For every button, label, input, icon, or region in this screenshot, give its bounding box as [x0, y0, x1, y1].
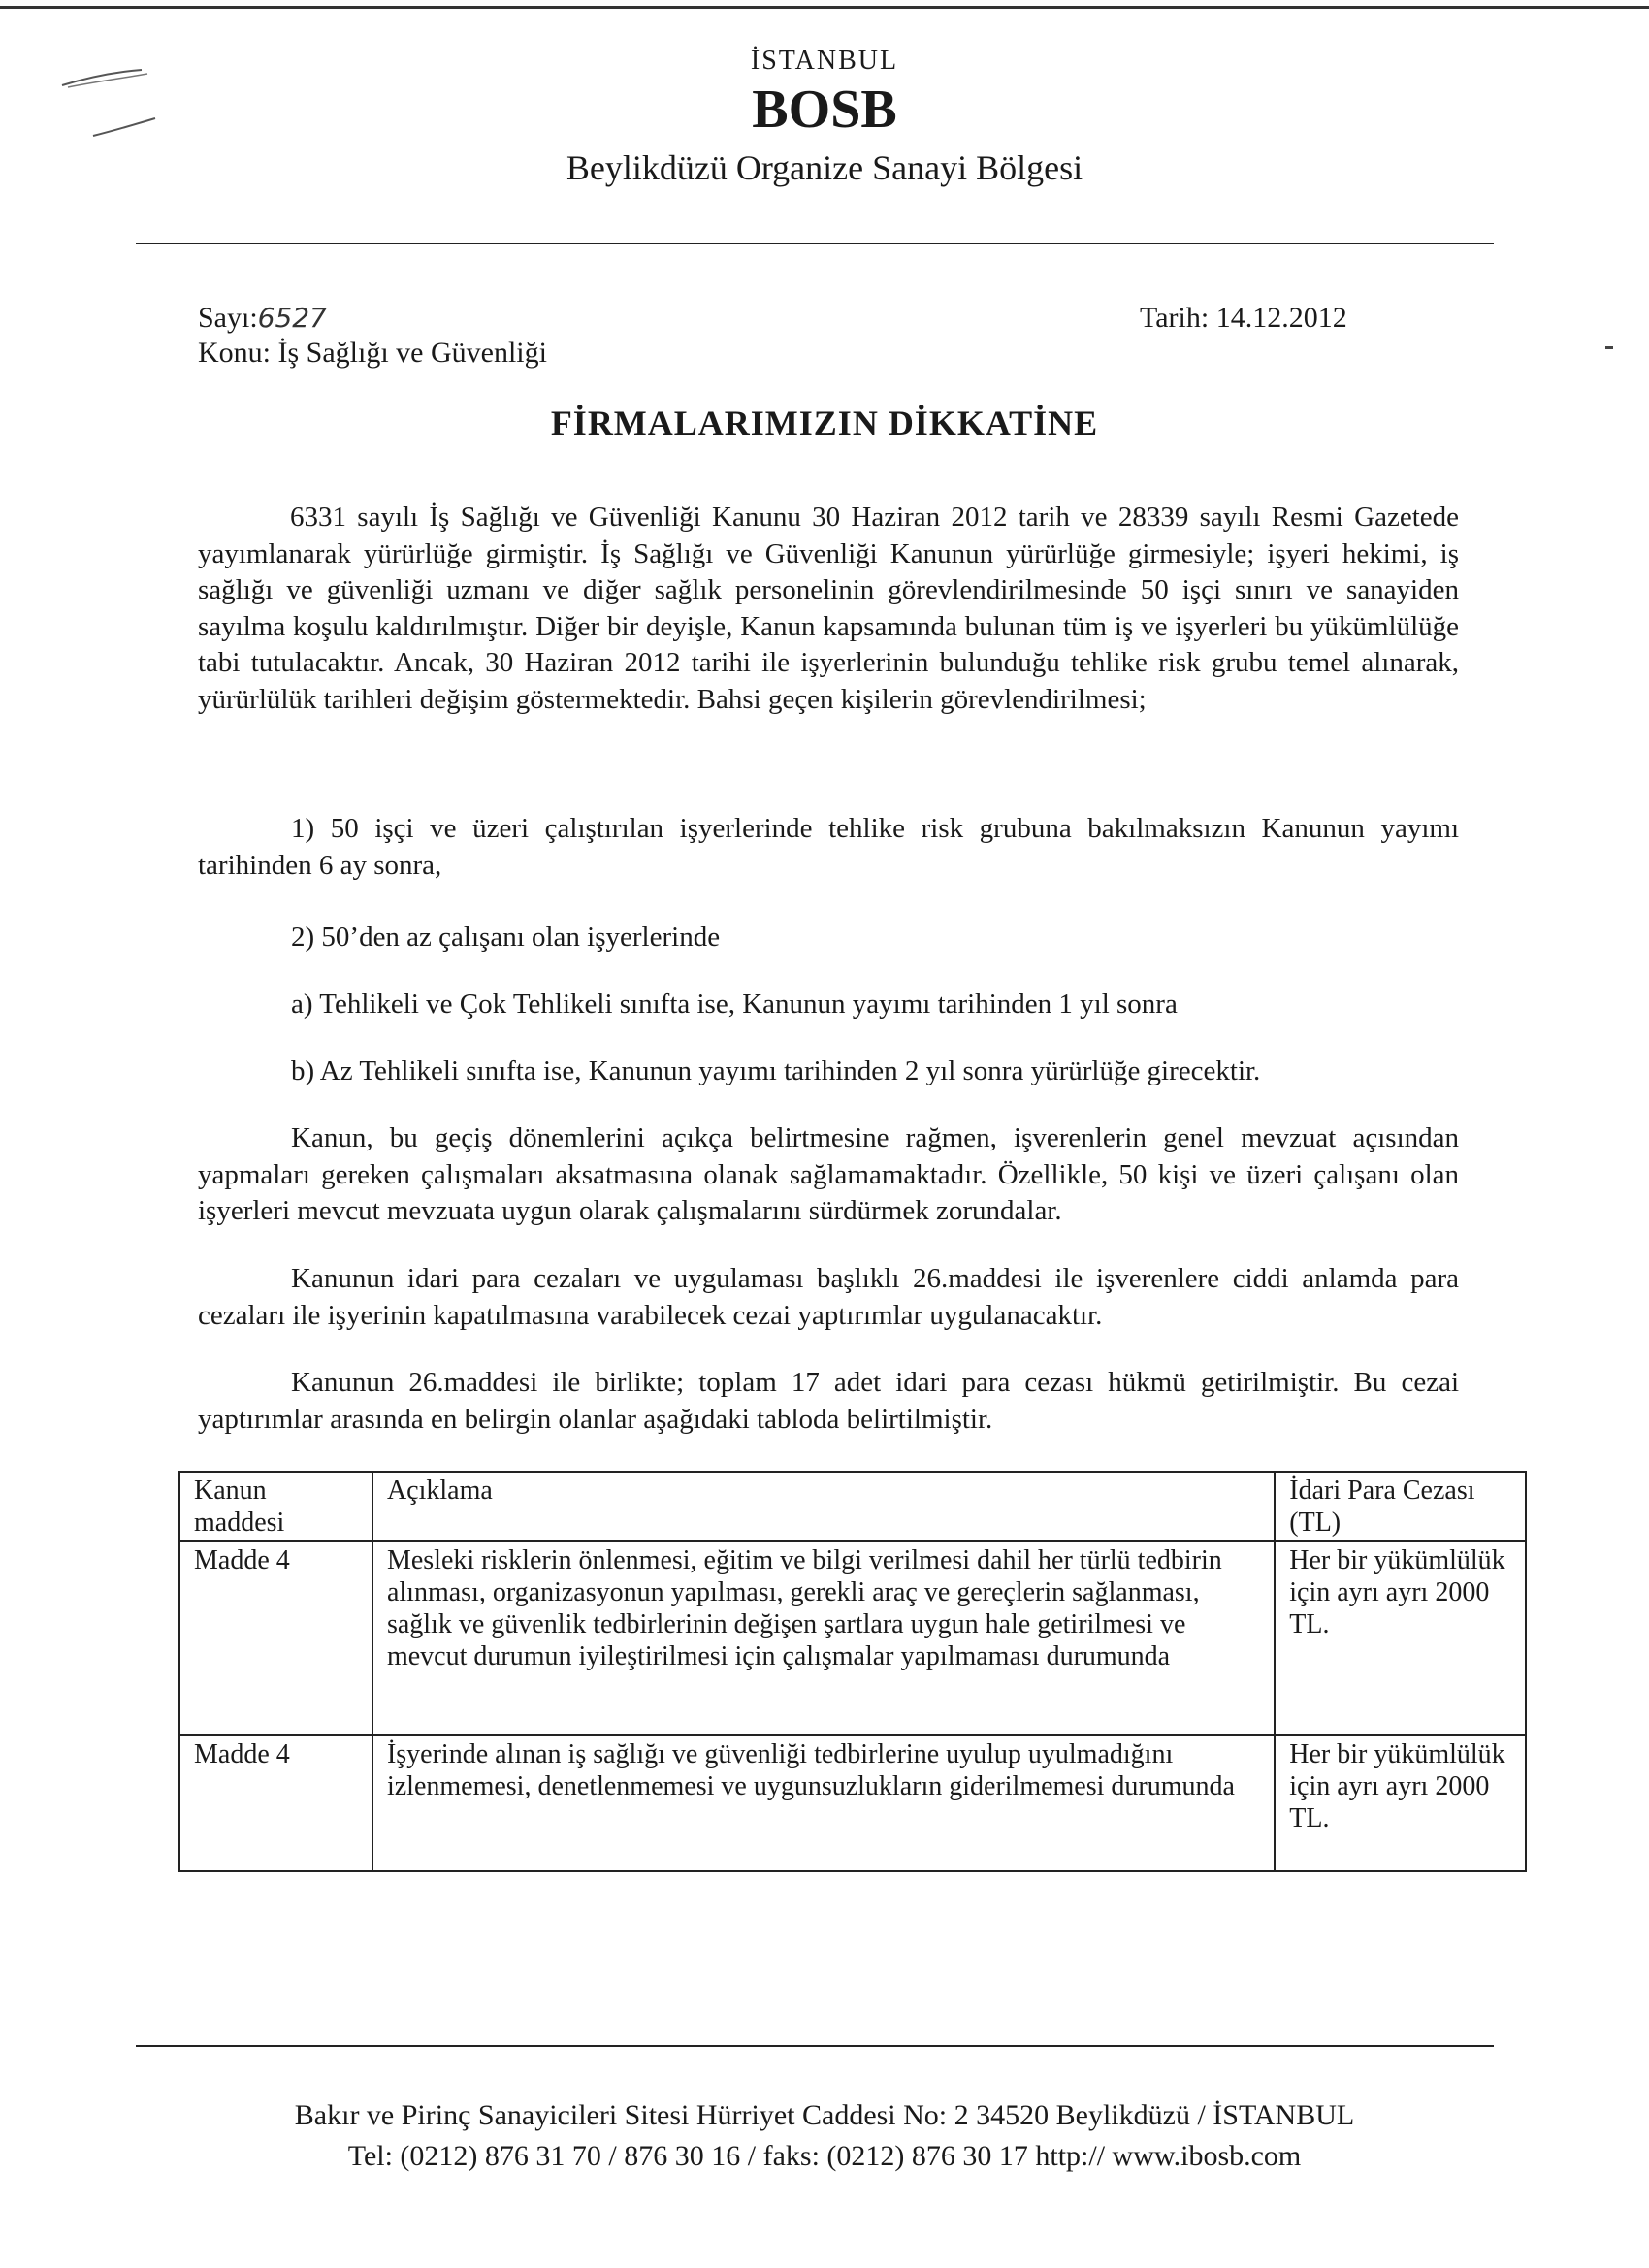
cell-penalty: Her bir yükümlülük için ayrı ayrı 2000 TL.	[1275, 1541, 1526, 1735]
letterhead-subtitle: Beylikdüzü Organize Sanayi Bölgesi	[566, 148, 1083, 187]
sayi-handwritten-number: 6527	[257, 302, 327, 334]
letterhead-city: İSTANBUL	[750, 46, 899, 76]
letterhead	[0, 47, 1649, 188]
cell-article: Madde 4	[179, 1541, 372, 1735]
intro-paragraph: 6331 sayılı İş Sağlığı ve Güvenliği Kanunu 30 Haziran 2012 tarih ve 28339 sayılı Resmi Gazetede yayımlanarak yürürlüğe girmiştir. İş Sağlığı ve Güvenliği Kanunun yürürlüğe girmesiyle; işyeri hekimi, iş sağlığı ve güvenliği uzmanı ve diğer sağlık personelinin görevlendirilmesinde 50 işçi sınırı ve sanayiden sayılma koşulu kaldırılmıştır. Diğer bir deyişle, Kanun kapsamında bulunan tüm iş ve işyerleri bu yükümlülüğe tabi tutulacaktır. Ancak, 30 Haziran 2012 tarihi ile işyerlerinin bulunduğu tehlike risk grubu temel alınarak, yürürlülük tarihleri değişim göstermektedir. Bahsi geçen kişilerin görevlendirilmesi;	[198, 502, 1459, 715]
footer-divider	[136, 2045, 1494, 2047]
document-date: Tarih: 14.12.2012	[1140, 302, 1347, 334]
penalties-paragraph: Kanunun idari para cezaları ve uygulaması başlıklı 26.maddesi ile işverenlere ciddi anlamda para cezaları ile işyerinin kapatılmasına varabilecek cezai yaptırımlar uygulanacaktır.	[198, 1263, 1459, 1331]
table-row	[179, 1735, 1526, 1871]
cell-penalty: Her bir yükümlülük için ayrı ayrı 2000 TL.	[1275, 1735, 1526, 1871]
cell-description: İşyerinde alınan iş sağlığı ve güvenliği tedbirlerine uyulup uyulmadığını izlenmemesi, denetlenmemesi ve uygunsuzlukların giderilmemesi durumunda	[372, 1735, 1275, 1871]
sayi-label: Sayı:	[198, 302, 258, 334]
table-row	[179, 1541, 1526, 1735]
footer-address: Bakır ve Pirinç Sanayicileri Sitesi Hürriyet Caddesi No: 2 34520 Beylikdüzü / İSTANBUL	[294, 2099, 1355, 2131]
konu-line: Konu: İş Sağlığı ve Güvenliği	[198, 337, 547, 369]
item-2b: b) Az Tehlikeli sınıfta ise, Kanunun yayımı tarihinden 2 yıl sonra yürürlüğe girecektir.	[291, 1055, 1261, 1086]
footer-contact: Tel: (0212) 876 31 70 / 876 30 16 / faks: (0212) 876 30 17 http:// www.ibosb.com	[347, 2140, 1302, 2172]
letterhead-brand: BOSB	[752, 80, 897, 140]
document-title: FİRMALARIMIZIN DİKKATİNE	[550, 404, 1099, 442]
top-border	[0, 6, 1649, 9]
header-idari-para-cezasi: İdari Para Cezası (TL)	[1275, 1472, 1526, 1541]
header-aciklama: Açıklama	[372, 1472, 1275, 1541]
scan-mark	[1605, 346, 1613, 349]
cell-article: Madde 4	[179, 1735, 372, 1871]
document-meta	[198, 301, 547, 371]
penalties-table	[178, 1471, 1527, 1872]
table-header-row	[179, 1472, 1526, 1541]
header-divider	[136, 243, 1494, 244]
header-kanun-maddesi: Kanun maddesi	[179, 1472, 372, 1541]
item-2a: a) Tehlikeli ve Çok Tehlikeli sınıfta ise, Kanunun yayımı tarihinden 1 yıl sonra	[291, 988, 1178, 1020]
transition-paragraph: Kanun, bu geçiş dönemlerini açıkça belirtmesine rağmen, işverenlerin genel mevzuat açısından yapmaları gereken çalışmaları aksatmasına olanak sağlamamaktadır. Özellikle, 50 kişi ve üzeri çalışanı olan işyerleri mevcut mevzuata uygun olarak çalışmalarını sürdürmek zorundalar.	[198, 1122, 1459, 1226]
sayi-line	[198, 301, 547, 336]
item-1: 1) 50 işçi ve üzeri çalıştırılan işyerlerinde tehlike risk grubuna bakılmaksızın Kanunun yayımı tarihinden 6 ay sonra,	[198, 813, 1459, 881]
item-2: 2) 50’den az çalışanı olan işyerlerinde	[291, 922, 721, 953]
footer	[0, 2095, 1649, 2177]
cell-description: Mesleki risklerin önlenmesi, eğitim ve bilgi verilmesi dahil her türlü tedbirin alınması, organizasyonun yapılması, gerekli araç ve gereçlerin sağlanması, sağlık ve güvenlik tedbirlerinin değişen şartlara uygun hale getirilmesi ve mevcut durumun iyileştirilmesi için çalışmalar yapılmaması durumunda	[372, 1541, 1275, 1735]
article26-paragraph: Kanunun 26.maddesi ile birlikte; toplam 17 adet idari para cezası hükmü getirilmiştir. Bu cezai yaptırımlar arasında en belirgin olanlar aşağıdaki tabloda belirtilmiştir.	[198, 1367, 1459, 1435]
